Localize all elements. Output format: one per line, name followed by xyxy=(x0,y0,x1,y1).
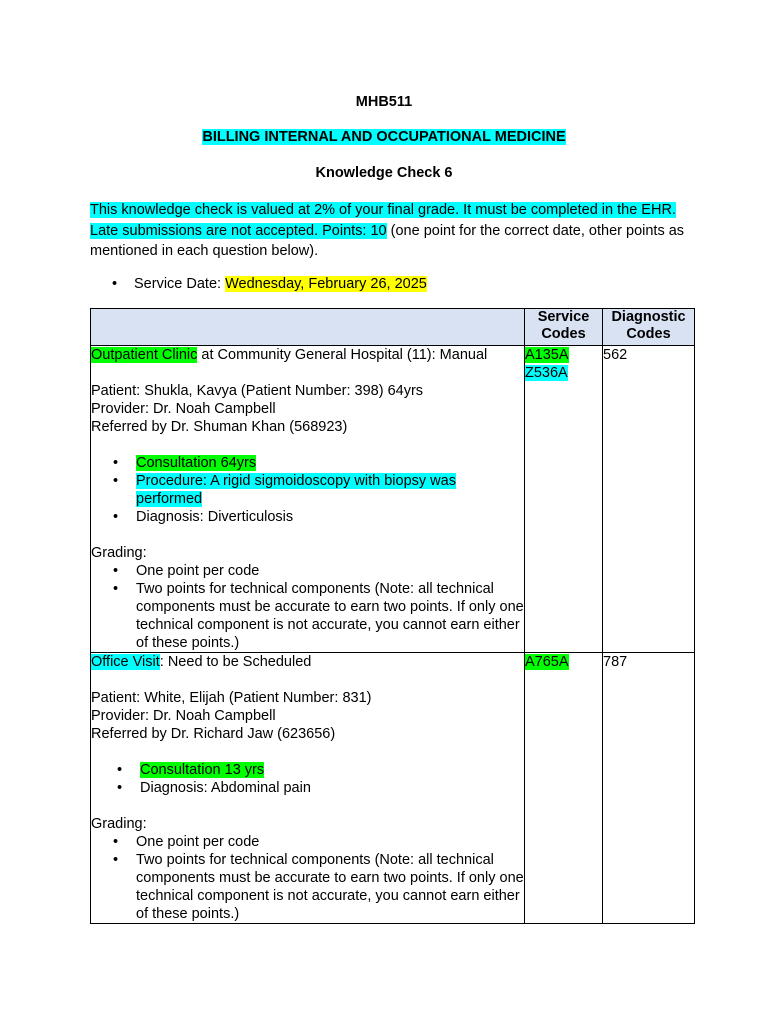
setting-name: Office Visit xyxy=(91,654,160,670)
list-item: • Consultation 13 yrs xyxy=(115,761,524,779)
list-item: • Procedure: A rigid sigmoidoscopy with biopsy was performed xyxy=(111,472,524,508)
row-description: Office Visit: Need to be Scheduled Patient: White, Elijah (Patient Number: 831) Provider: Dr. Noah Campbell Referred by Dr. Richard Jaw (623656) • Consultation 13 yrs • Diagnosis: Abdominal pain Grading: • One point per code • Two points for technical components (Note: all technical components must be accurate to earn two points. If only one technical component is not accurate, you cannot earn either of these points.) xyxy=(91,653,525,924)
referral-info: Referred by Dr. Shuman Khan (568923) xyxy=(91,419,348,435)
list-item: • One point per code xyxy=(111,833,524,851)
intro-paragraph xyxy=(90,200,690,262)
table-row xyxy=(91,653,695,924)
table-header-row xyxy=(91,309,695,346)
service-date-label: Service Date: xyxy=(134,276,226,292)
provider-info: Provider: Dr. Noah Campbell xyxy=(91,708,276,724)
service-date-value: Wednesday, February 26, 2025 xyxy=(225,276,427,292)
document-title-text: BILLING INTERNAL AND OCCUPATIONAL MEDICINE xyxy=(202,129,566,145)
grading-label: Grading: xyxy=(91,816,147,832)
grading-items xyxy=(91,833,524,923)
service-items xyxy=(91,761,524,797)
service-items xyxy=(91,454,524,526)
grading-label: Grading: xyxy=(91,545,147,561)
list-item: • Two points for technical components (Note: all technical components must be accurate to earn two points. If only one technical component is not accurate, you cannot earn either of these points.) xyxy=(111,580,524,652)
diagnostic-code-cell xyxy=(603,346,695,653)
list-item: • One point per code xyxy=(111,562,524,580)
course-code: MHB511 xyxy=(355,94,413,110)
service-code: A765A xyxy=(525,654,569,670)
document-subtitle: Knowledge Check 6 xyxy=(315,165,453,181)
intro-highlighted: This knowledge check is valued at 2% of your final grade. It must be completed in the EHR. Late submissions are not accepted. Points: 10 xyxy=(90,202,676,239)
diagnostic-code: 787 xyxy=(603,654,628,670)
list-item: • Consultation 64yrs xyxy=(111,454,524,472)
service-date-line xyxy=(112,275,427,293)
header-description xyxy=(91,309,525,346)
referral-info: Referred by Dr. Richard Jaw (623656) xyxy=(91,726,336,742)
list-item: • Diagnosis: Diverticulosis xyxy=(111,508,524,526)
document-title xyxy=(0,129,768,145)
intro-rest: (one point for the correct date, other points as mentioned in each question below). xyxy=(90,222,685,259)
billing-table xyxy=(90,308,695,924)
diagnostic-code: 562 xyxy=(603,347,628,363)
list-item: • Two points for technical components (Note: all technical components must be accurate to earn two points. If only one technical component is not accurate, you cannot earn either of these points.) xyxy=(111,851,524,923)
service-codes-cell xyxy=(525,346,603,653)
list-item: • Diagnosis: Abdominal pain xyxy=(115,779,524,797)
setting-name: Outpatient Clinic xyxy=(91,347,198,363)
row-description: Outpatient Clinic at Community General Hospital (11): Manual Patient: Shukla, Kavya (Patient Number: 398) 64yrs Provider: Dr. Noah Campbell Referred by Dr. Shuman Khan (568923) • Consultation 64yrs • Procedure: A rigid sigmoidoscopy with biopsy was performed • Diagnosis: Diverticulosis Grading: • One point per code • Two points for technical components (Note: all technical components must be accurate to earn two points. If only one technical component is not accurate, you cannot earn either of these points.) xyxy=(91,346,525,653)
service-code: Z536A xyxy=(525,365,568,381)
provider-info: Provider: Dr. Noah Campbell xyxy=(91,401,276,417)
table-row xyxy=(91,346,695,653)
patient-info: Patient: White, Elijah (Patient Number: 831) xyxy=(91,690,372,706)
service-code: A135A xyxy=(525,347,569,363)
patient-info: Patient: Shukla, Kavya (Patient Number: 398) 64yrs xyxy=(91,383,424,399)
grading-items xyxy=(91,562,524,652)
header-service-codes: Service Codes xyxy=(525,309,603,346)
header-diagnostic-codes: Diagnostic Codes xyxy=(603,309,695,346)
bullet: • xyxy=(112,276,118,292)
service-codes-cell xyxy=(525,653,603,924)
diagnostic-code-cell xyxy=(603,653,695,924)
